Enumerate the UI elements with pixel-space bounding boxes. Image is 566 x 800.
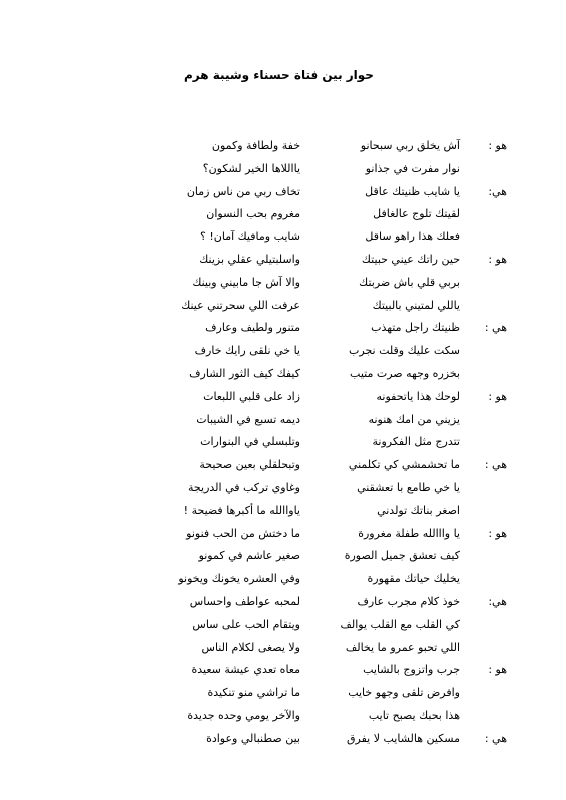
poem-row: [0, 431, 566, 454]
speaker-label: هو :: [488, 389, 507, 403]
speaker-label: هي :: [484, 731, 507, 745]
poem-row: [0, 454, 566, 477]
poem-row: [0, 614, 566, 637]
verse-second-hemistich: بين صطنبالي وعوادة: [206, 731, 300, 745]
verse-second-hemistich: زاد على قلبي اللبعات: [203, 389, 300, 403]
poem-row: [0, 568, 566, 591]
verse-first-hemistich: تتدرج مثل الفكرونة: [372, 435, 460, 449]
verse-first-hemistich: حين راتك عيني حبيتك: [361, 252, 460, 266]
verse-first-hemistich: يا شايب ظنيتك عاقل: [365, 184, 460, 198]
verse-first-hemistich: جرب واتزوج بالشايب: [363, 663, 460, 677]
poem-row: [0, 591, 566, 614]
verse-second-hemistich: وفي العشره يخونك ويخونو: [178, 572, 300, 586]
verse-first-hemistich: لقيتك تلوج عالغافل: [373, 207, 460, 221]
verse-second-hemistich: صغير عاشم في كمونو: [198, 549, 300, 563]
verse-first-hemistich: يخليك حياتك مقهورة: [367, 572, 460, 586]
speaker-label: هو :: [488, 663, 507, 677]
speaker-label: هو :: [488, 139, 507, 152]
verse-first-hemistich: ما تحشمشي كي تكلمني: [348, 458, 460, 472]
speaker-label: هو :: [488, 526, 507, 540]
verse-first-hemistich: فعلك هذا راهو ساقل: [365, 230, 460, 244]
verse-first-hemistich: كيف تعشق جميل الصورة: [344, 549, 460, 563]
verse-second-hemistich: والآخر يومي وحده جديدة: [187, 708, 300, 722]
speaker-label: هو :: [488, 252, 507, 266]
verse-second-hemistich: خفة ولطافة وكمون: [211, 139, 300, 152]
verse-second-hemistich: معاه تعدي عيشة سعيدة: [191, 663, 300, 677]
poem-row: [0, 728, 566, 751]
verse-first-hemistich: ياللي لمتيني بالبيتك: [372, 298, 460, 312]
verse-second-hemistich: ولا يصغى لكلام الناس: [201, 640, 300, 654]
poem-row: [0, 158, 566, 181]
verse-first-hemistich: هذا بحبك يصبح تايب: [368, 708, 460, 722]
poem-row: [0, 545, 566, 568]
poem-row: [0, 477, 566, 500]
verse-first-hemistich: بربي قلي باش ضربتك: [359, 275, 460, 289]
verse-second-hemistich: يا خي نلقى رايك خارف: [194, 344, 300, 358]
poem-body: [0, 135, 566, 751]
verse-first-hemistich: ظنيتك راجل متهذب: [371, 321, 460, 335]
poem-row: [0, 340, 566, 363]
verse-first-hemistich: كي القلب مع القلب يوالف: [340, 617, 460, 631]
poem-row: [0, 523, 566, 546]
poem-row: [0, 135, 566, 158]
verse-second-hemistich: وتلبسلي في البنوارات: [200, 435, 300, 449]
poem-row: [0, 317, 566, 340]
verse-second-hemistich: ما تراشي منو تنكيدة: [207, 686, 300, 700]
verse-first-hemistich: بخزره وجهه صرت متيب: [350, 366, 460, 380]
verse-second-hemistich: متنور ولطيف وعارف: [205, 321, 300, 335]
poem-row: [0, 272, 566, 295]
verse-first-hemistich: اللي تحبو عمرو ما يخالف: [345, 640, 460, 654]
verse-first-hemistich: يا وااالله طفلة مغرورة: [358, 526, 460, 540]
poem-row: [0, 500, 566, 523]
verse-second-hemistich: ويتقام الحب على ساس: [192, 617, 300, 631]
verse-second-hemistich: والا آش جا مابيني وبينك: [192, 275, 300, 289]
speaker-label: هي :: [484, 458, 507, 472]
poem-row: [0, 659, 566, 682]
poem-row: [0, 249, 566, 272]
poem-row: [0, 363, 566, 386]
verse-second-hemistich: واسلبتيلي عقلي بزينك: [199, 252, 300, 266]
verse-second-hemistich: مغروم بحب النسوان: [206, 207, 300, 221]
verse-first-hemistich: آش يخلق ربي سبحانو: [360, 139, 460, 152]
poem-row: [0, 637, 566, 660]
verse-second-hemistich: وتبحلقلي بعين صحيحة: [199, 458, 300, 472]
speaker-label: هي:: [488, 184, 507, 198]
poem-row: [0, 203, 566, 226]
verse-second-hemistich: وغاوي تركب في الدريجة: [188, 480, 300, 494]
poem-row: [0, 682, 566, 705]
poem-row: [0, 386, 566, 409]
verse-second-hemistich: ديمه تسبع في الشيبات: [196, 412, 300, 426]
verse-first-hemistich: سكت عليك وقلت نجرب: [349, 344, 460, 358]
verse-first-hemistich: نوار مفرت في جذانو: [365, 161, 460, 175]
verse-first-hemistich: خوذ كلام مجرب عارف: [357, 594, 460, 608]
poem-row: [0, 226, 566, 249]
poem-row: [0, 181, 566, 204]
verse-second-hemistich: ما دختش من الحب فنونو: [186, 526, 300, 540]
verse-second-hemistich: عرفت اللي سحرتني عينك: [181, 298, 300, 312]
verse-second-hemistich: لمحبه عواطف واحساس: [189, 594, 300, 608]
speaker-label: هي:: [488, 594, 507, 608]
verse-second-hemistich: ياواالله ما أكبرها فضيحة !: [183, 503, 300, 517]
verse-first-hemistich: يزيني من امك هنونه: [368, 412, 460, 426]
verse-second-hemistich: يااللاها الخير لشكون؟: [202, 161, 300, 175]
verse-second-hemistich: شايب ومافيك آمان! ؟: [200, 230, 300, 244]
poem-title: حوار بين فتاة حسناء وشيبة هرم: [184, 68, 374, 82]
verse-first-hemistich: مسكين هالشايب لا يفرق: [347, 731, 460, 745]
poem-row: [0, 295, 566, 318]
speaker-label: هي :: [484, 321, 507, 335]
verse-second-hemistich: كيفك كيف الثور الشارف: [189, 366, 300, 380]
verse-first-hemistich: وافرض تلقى وجهو خايب: [348, 686, 460, 700]
verse-first-hemistich: يا خي طامع با تعشقني: [357, 480, 460, 494]
poem-row: [0, 705, 566, 728]
verse-first-hemistich: اصغر بناتك تولدني: [377, 503, 460, 517]
poem-row: [0, 409, 566, 432]
verse-second-hemistich: تخاف ربي من ناس زمان: [186, 184, 300, 198]
verse-first-hemistich: لوحك هذا ياتحفونه: [376, 389, 460, 403]
